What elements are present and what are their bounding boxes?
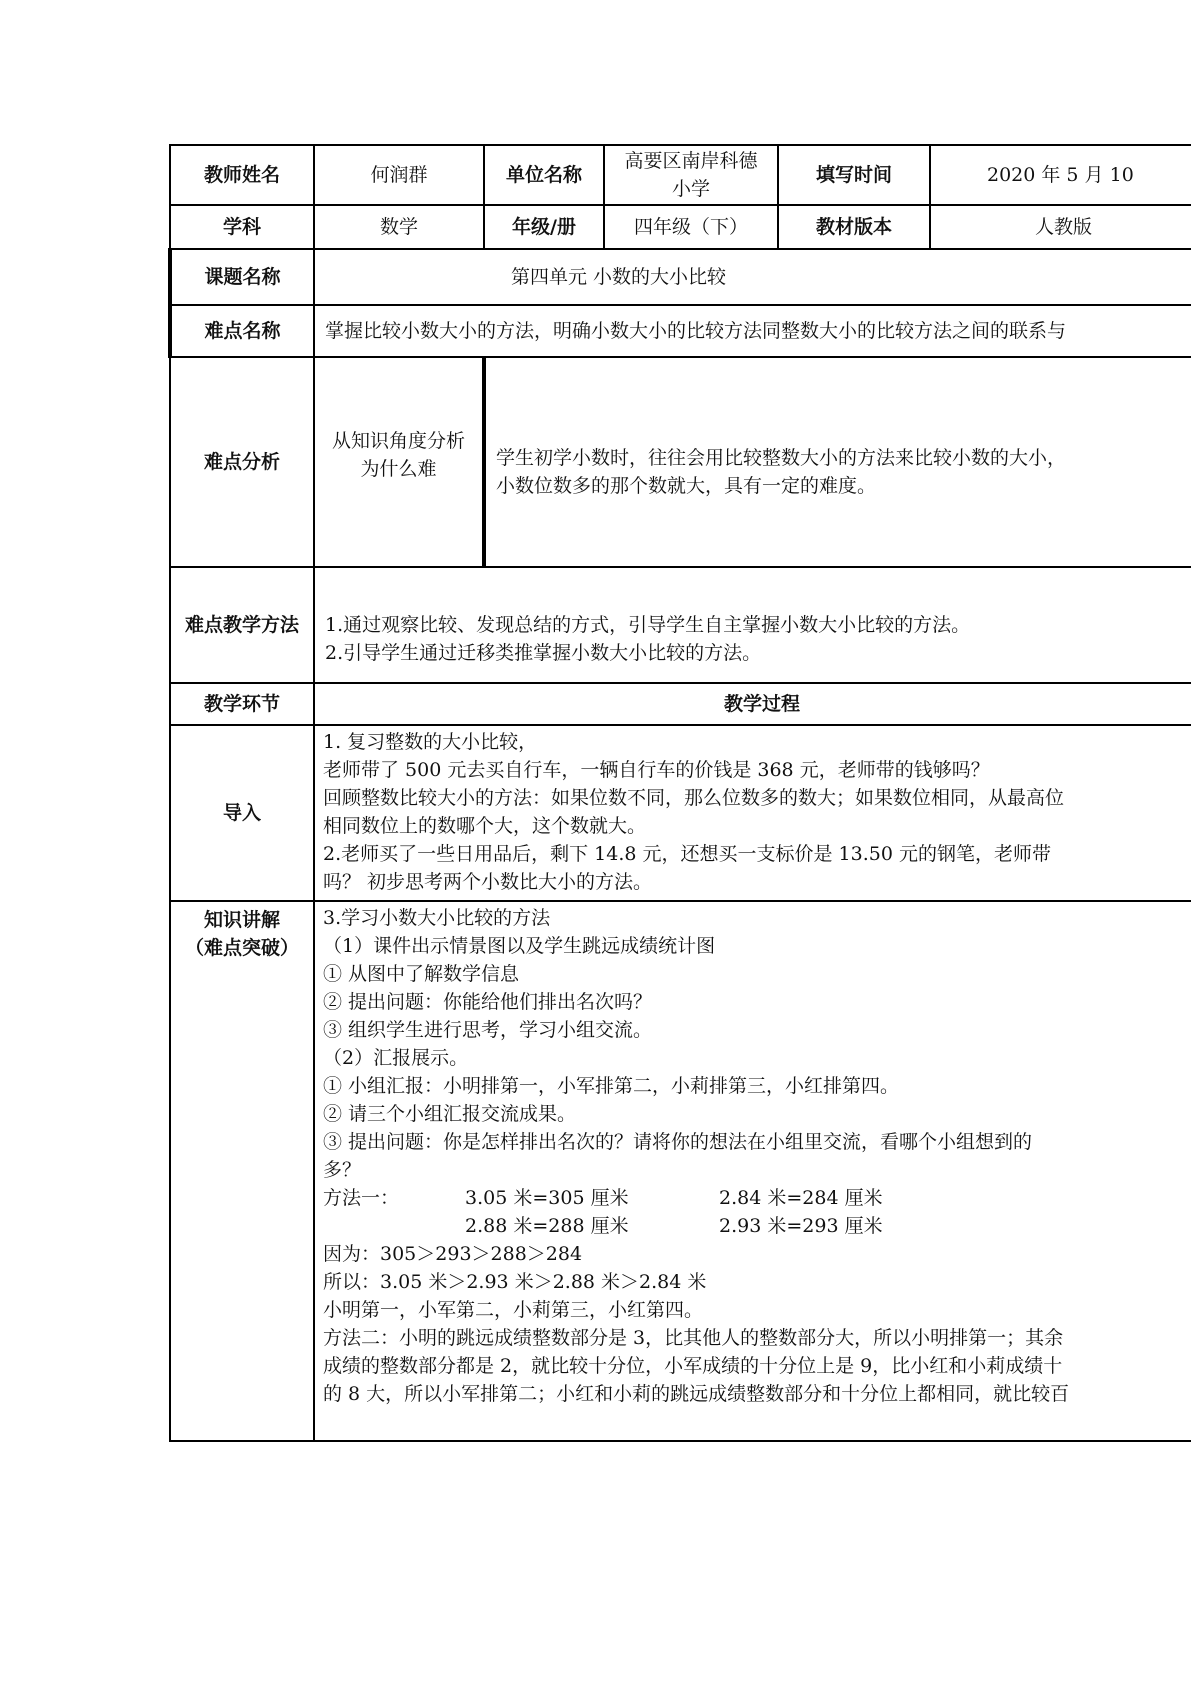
method-line1: 1.通过观察比较、发现总结的方式，引导学生自主掌握小数大小比较的方法。 — [325, 614, 971, 636]
intro-line: 回顾整数比较大小的方法：如果位数不同，那么位数多的数大；如果数位相同，从最高位 — [323, 787, 1065, 809]
knowledge-line: 方法二：小明的跳远成绩整数部分是 3，比其他人的整数部分大，所以小明排第一；其余 — [323, 1327, 1064, 1349]
edition-label: 教材版本 — [778, 205, 930, 249]
knowledge-line: 所以：3.05 米＞2.93 米＞2.88 米＞2.84 米 — [323, 1271, 707, 1293]
unit-value-line2: 小学 — [671, 178, 710, 200]
unit-label: 单位名称 — [484, 145, 604, 205]
unit-value — [604, 145, 778, 205]
knowledge-line: ③ 组织学生进行思考，学习小组交流。 — [323, 1019, 653, 1041]
knowledge-line: ② 请三个小组汇报交流成果。 — [323, 1103, 577, 1125]
intro-line: 2.老师买了一些日用品后，剩下 14.8 元，还想买一支标价是 13.50 元的钢笔，老师带 — [323, 843, 1051, 865]
method-one-d: 2.93 米=293 厘米 — [719, 1215, 883, 1237]
row-stage-header — [170, 683, 1191, 725]
knowledge-line: 多？ — [323, 1159, 362, 1181]
analysis-text-line2: 小数位数多的那个数就大，具有一定的难度。 — [496, 475, 877, 497]
date-value: 2020 年 5 月 10 — [930, 145, 1191, 205]
row-teacher — [170, 145, 1191, 205]
date-label: 填写时间 — [778, 145, 930, 205]
grade-value: 四年级（下） — [604, 205, 778, 249]
method-one-b: 2.84 米=284 厘米 — [719, 1187, 883, 1209]
knowledge-line: 小明第一，小军第二，小莉第三，小红第四。 — [323, 1299, 704, 1321]
method-label: 难点教学方法 — [170, 567, 314, 683]
stage-label: 教学环节 — [170, 683, 314, 725]
row-analysis — [170, 357, 1191, 567]
knowledge-line: 成绩的整数部分都是 2，就比较十分位，小军成绩的十分位上是 9，比小红和小莉成绩十 — [323, 1355, 1063, 1377]
topic-value: 第四单元 小数的大小比较 — [314, 249, 1191, 305]
method-one-c: 2.88 米=288 厘米 — [465, 1215, 629, 1237]
subject-value: 数学 — [314, 205, 484, 249]
unit-value-line1: 高要区南岸科德 — [624, 150, 758, 172]
knowledge-label-line1: 知识讲解 — [203, 909, 280, 931]
edition-value: 人教版 — [930, 205, 1191, 249]
method-one-a: 3.05 米=305 厘米 — [465, 1187, 629, 1209]
knowledge-line: 的 8 大，所以小军排第二；小红和小莉的跳远成绩整数部分和十分位上都相同，就比较百 — [323, 1383, 1070, 1405]
row-method — [170, 567, 1191, 683]
knowledge-line: 因为：305＞293＞288＞284 — [323, 1243, 583, 1265]
knowledge-line: 3.学习小数大小比较的方法 — [323, 907, 551, 929]
lesson-plan-table — [168, 144, 1191, 1442]
analysis-text-line1: 学生初学小数时，往往会用比较整数大小的方法来比较小数的大小， — [496, 447, 1067, 469]
intro-line: 相同数位上的数哪个大，这个数就大。 — [323, 815, 647, 837]
row-intro — [170, 725, 1191, 901]
knowledge-content — [314, 901, 1191, 1441]
process-label: 教学过程 — [314, 683, 1191, 725]
knowledge-line: ① 小组汇报：小明排第一，小军排第二，小莉排第三，小红排第四。 — [323, 1075, 900, 1097]
method-one-row-1 — [323, 1184, 1191, 1212]
knowledge-label — [170, 901, 314, 1441]
difficulty-label: 难点名称 — [170, 305, 314, 357]
lesson-plan-page — [168, 144, 1191, 1524]
intro-lines — [315, 726, 1191, 896]
knowledge-label-line2: （难点突破） — [184, 937, 299, 959]
difficulty-value: 掌握比较小数大小的方法，明确小数大小的比较方法同整数大小的比较方法之间的联系与 — [314, 305, 1191, 357]
intro-line: 吗？ 初步思考两个小数比大小的方法。 — [323, 871, 653, 893]
analysis-text — [484, 357, 1191, 567]
knowledge-lines — [315, 902, 1191, 1408]
row-difficulty — [170, 305, 1191, 357]
knowledge-line: ③ 提出问题：你是怎样排出名次的？请将你的想法在小组里交流，看哪个小组想到的 — [323, 1131, 1033, 1153]
method-line2: 2.引导学生通过迁移类推掌握小数大小比较的方法。 — [325, 642, 762, 664]
knowledge-line: ① 从图中了解数学信息 — [323, 963, 520, 985]
knowledge-line: （2）汇报展示。 — [323, 1047, 469, 1069]
teacher-value: 何润群 — [314, 145, 484, 205]
knowledge-line: ② 提出问题：你能给他们排出名次吗？ — [323, 991, 653, 1013]
row-knowledge — [170, 901, 1191, 1441]
grade-label: 年级/册 — [484, 205, 604, 249]
method-one-label: 方法一： — [323, 1187, 400, 1209]
analysis-sub-line2: 为什么难 — [360, 458, 437, 480]
analysis-label: 难点分析 — [170, 357, 314, 567]
intro-content — [314, 725, 1191, 901]
topic-label: 课题名称 — [170, 249, 314, 305]
analysis-sub-line1: 从知识角度分析 — [331, 430, 465, 452]
row-subject — [170, 205, 1191, 249]
intro-label: 导入 — [170, 725, 314, 901]
teacher-label: 教师姓名 — [170, 145, 314, 205]
intro-line: 1. 复习整数的大小比较， — [323, 731, 538, 753]
analysis-subheading — [314, 357, 484, 567]
knowledge-line: （1）课件出示情景图以及学生跳远成绩统计图 — [323, 935, 716, 957]
intro-line: 老师带了 500 元去买自行车，一辆自行车的价钱是 368 元，老师带的钱够吗？ — [323, 759, 990, 781]
method-text — [314, 567, 1191, 683]
row-topic — [170, 249, 1191, 305]
method-one-row-2 — [323, 1212, 1191, 1240]
subject-label: 学科 — [170, 205, 314, 249]
